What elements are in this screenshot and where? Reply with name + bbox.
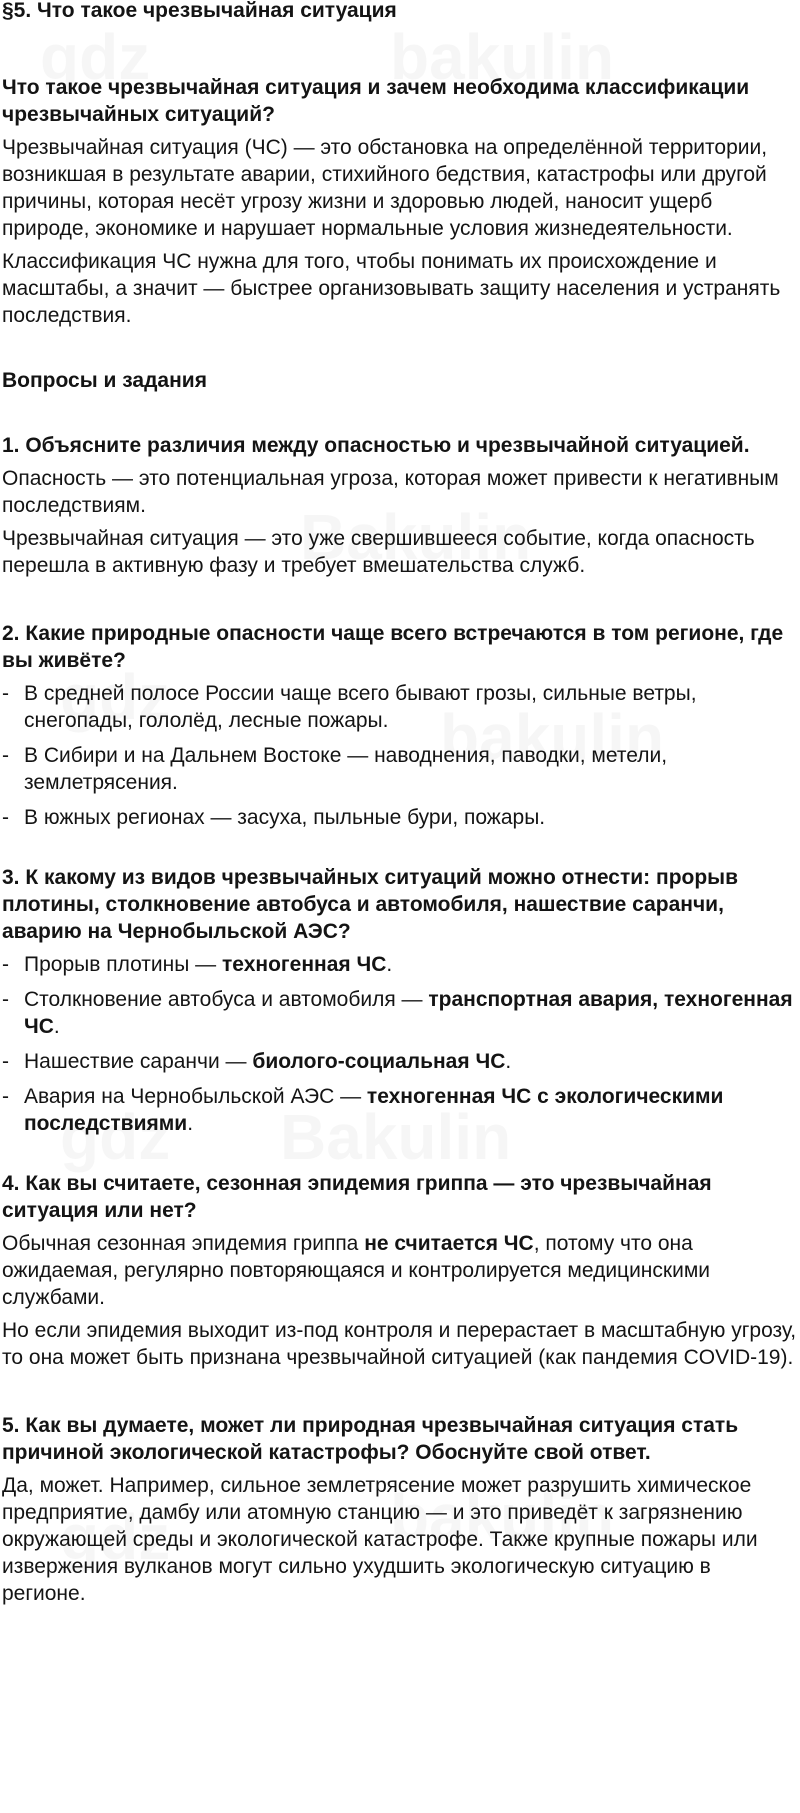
questions-heading: Вопросы и задания bbox=[2, 369, 207, 392]
list-item bbox=[2, 680, 798, 734]
section-title: §5. Что такое чрезвычайная ситуация bbox=[2, 0, 397, 22]
list-item-text: В средней полосе России чаще всего бывают грозы, сильные ветры, снегопады, гололёд, лесные пожары. bbox=[24, 682, 697, 732]
list-item-punct: . bbox=[505, 1050, 512, 1073]
answer-list bbox=[2, 680, 798, 831]
intro-paragraph: Чрезвычайная ситуация (ЧС) — это обстановка на определённой территории, возникшая в результате аварии, стихийного бедствия, катастрофы или другой причины, которая несёт угрозу жизни и здоровью людей, наносит ущерб природе, экономике и нарушает нормальные условия жизнедеятельности. bbox=[2, 136, 768, 240]
answer-text: , потому что она ожидаемая, регулярно повторяющаяся и контролируется медицинскими службами. bbox=[2, 1232, 710, 1309]
dash-marker: - bbox=[2, 744, 9, 767]
list-item bbox=[2, 1083, 798, 1137]
dash-marker: - bbox=[2, 1050, 9, 1073]
answer-text: Обычная сезонная эпидемия гриппа bbox=[2, 1232, 365, 1255]
dash-marker: - bbox=[2, 988, 9, 1011]
dash-marker: - bbox=[2, 1085, 9, 1108]
answer-paragraph: Чрезвычайная ситуация — это уже свершившееся событие, когда опасность перешла в активную фазу и требует вмешательства служб. bbox=[2, 527, 755, 577]
list-item bbox=[2, 1048, 798, 1075]
list-item-text: Авария на Чернобыльской АЭС — bbox=[24, 1085, 367, 1108]
answer-emphasis: не считается ЧС bbox=[364, 1232, 534, 1255]
list-item bbox=[2, 742, 798, 796]
list-item-text: Столкновение автобуса и автомобиля — bbox=[24, 988, 429, 1011]
list-item-punct: . bbox=[386, 953, 393, 976]
list-item-text: В Сибири и на Дальнем Востоке — наводнения, паводки, метели, землетрясения. bbox=[24, 744, 668, 794]
list-item-text: В южных регионах — засуха, пыльные бури, пожары. bbox=[24, 806, 546, 829]
list-item-answer: техногенная ЧС с экологическими последствиями bbox=[24, 1085, 724, 1135]
list-item-text: Прорыв плотины — bbox=[24, 953, 223, 976]
question-title: 1. Объясните различия между опасностью и чрезвычайной ситуацией. bbox=[2, 434, 750, 457]
question-title: 3. К какому из видов чрезвычайных ситуаций можно отнести: прорыв плотины, столкновение автобуса и автомобиля, нашествие саранчи, аварию на Чернобыльской АЭС? bbox=[2, 866, 739, 943]
list-item-punct: . bbox=[187, 1112, 194, 1135]
dash-marker: - bbox=[2, 682, 9, 705]
list-item-text: Нашествие саранчи — bbox=[24, 1050, 253, 1073]
intro-question: Что такое чрезвычайная ситуация и зачем необходима классификации чрезвычайных ситуаций? bbox=[2, 76, 750, 126]
answer-paragraph: Опасность — это потенциальная угроза, которая может привести к негативным последствиям. bbox=[2, 467, 779, 517]
answer-paragraph: Но если эпидемия выходит из-под контроля и перерастает в масштабную угрозу, то она может быть признана чрезвычайной ситуацией (как пандемия COVID-19). bbox=[2, 1319, 797, 1369]
question-title: 5. Как вы думаете, может ли природная чрезвычайная ситуация стать причиной экологической катастрофы? Обоснуйте свой ответ. bbox=[2, 1414, 739, 1464]
list-item bbox=[2, 951, 798, 978]
answer-paragraph: Да, может. Например, сильное землетрясение может разрушить химическое предприятие, дамбу или атомную станцию — и это приведёт к загрязнению окружающей среды и экологической катастрофе. Также крупные пожары или извержения вулканов могут сильно ухудшить экологическую ситуацию в регионе. bbox=[2, 1474, 758, 1605]
dash-marker: - bbox=[2, 806, 9, 829]
list-item-punct: . bbox=[53, 1015, 60, 1038]
list-item-answer: техногенная ЧС bbox=[222, 953, 387, 976]
list-item bbox=[2, 804, 798, 831]
answer-paragraph bbox=[2, 1230, 798, 1311]
dash-marker: - bbox=[2, 953, 9, 976]
list-item bbox=[2, 986, 798, 1040]
list-item-answer: биолого-социальная ЧС bbox=[252, 1050, 506, 1073]
intro-paragraph: Классификация ЧС нужна для того, чтобы понимать их происхождение и масштабы, а значит — быстрее организовывать защиту населения и устранять последствия. bbox=[2, 250, 781, 327]
list-item-answer: транспортная авария, техногенная ЧС bbox=[24, 988, 793, 1038]
question-title: 2. Какие природные опасности чаще всего встречаются в том регионе, где вы живёте? bbox=[2, 622, 784, 672]
answer-list bbox=[2, 951, 798, 1137]
question-title: 4. Как вы считаете, сезонная эпидемия гриппа — это чрезвычайная ситуация или нет? bbox=[2, 1172, 712, 1222]
